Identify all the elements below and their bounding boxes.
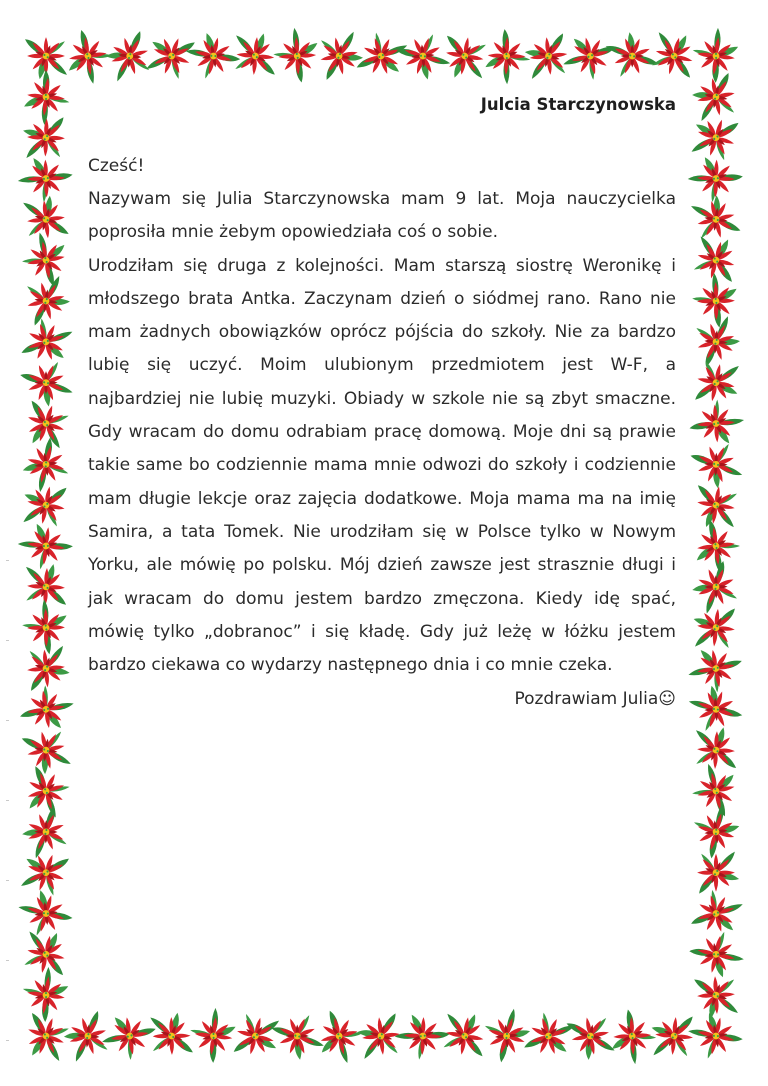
poinsettia-flower-icon — [566, 1013, 615, 1062]
poinsettia-flower-icon — [186, 1005, 245, 1064]
poinsettia-flower-icon — [685, 638, 743, 696]
poinsettia-flower-icon — [143, 28, 197, 82]
poinsettia-flower-icon — [309, 1009, 367, 1067]
poinsettia-flower-icon — [560, 26, 618, 84]
poinsettia-flower-icon — [522, 1009, 578, 1065]
poinsettia-flower-icon — [57, 28, 116, 87]
poinsettia-flower-icon — [233, 31, 279, 77]
poinsettia-flower-icon — [150, 1013, 193, 1056]
poinsettia-flower-icon — [17, 845, 71, 899]
poinsettia-flower-icon — [18, 229, 76, 287]
poinsettia-flower-icon — [99, 1005, 158, 1064]
poinsettia-flower-icon — [19, 357, 74, 412]
poinsettia-flower-icon — [18, 596, 77, 655]
poinsettia-flower-icon — [690, 192, 741, 243]
poinsettia-flower-icon — [18, 964, 77, 1023]
poinsettia-flower-icon — [694, 975, 738, 1019]
poinsettia-flower-icon — [691, 232, 742, 283]
poinsettia-flower-icon — [102, 31, 154, 83]
poinsettia-flower-icon — [649, 28, 700, 79]
poinsettia-flower-icon — [689, 802, 746, 859]
signature: Pozdrawiam Julia☺ — [514, 689, 676, 710]
poinsettia-flower-icon — [355, 29, 411, 85]
poinsettia-flower-icon — [16, 883, 73, 940]
poinsettia-flower-icon — [685, 518, 744, 577]
poinsettia-flower-icon — [396, 30, 452, 86]
poinsettia-flower-icon — [15, 437, 72, 494]
poinsettia-flower-icon — [523, 33, 569, 79]
poinsettia-flower-icon — [480, 1007, 536, 1063]
poinsettia-flower-icon — [692, 483, 740, 531]
poinsettia-flower-icon — [18, 681, 77, 740]
poinsettia-flower-icon — [694, 726, 738, 770]
letter-text — [88, 183, 676, 682]
poinsettia-flower-icon — [688, 395, 747, 454]
paragraph-1: Nazywam się Julia Starczynowska mam 9 lat. Moja nauczycielka poprosiła mnie żebym opowiedziała coś o sobie. — [88, 189, 676, 243]
author-name: Julcia Starczynowska — [480, 95, 676, 114]
poinsettia-flower-icon — [686, 1005, 744, 1063]
poinsettia-flower-icon — [15, 147, 74, 206]
poinsettia-flower-icon — [271, 1011, 326, 1066]
poinsettia-flower-icon — [687, 560, 742, 615]
poinsettia-flower-icon — [356, 1013, 402, 1059]
poinsettia-flower-icon — [687, 679, 743, 735]
poinsettia-flower-icon — [688, 111, 741, 164]
paragraph-2: Urodziłam się druga z kolejności. Mam starszą siostrę Weronikę i młodszego brata Antka. Zaczynam dzień o siódmej rano. Rano nie mam żadnych obowiązków oprócz pójścia do szkoły. Nie za bardzo lubię się uczyć. Moim ulubionym przedmiotem jest W-F, a najbardziej nie lubię muzyki. Obiady w szkole nie są zbyt smaczne. Gdy wracam do domu odrabiam pracę domową. Moje dni są prawie takie same bo codziennie mama mnie odwozi do szkoły i codziennie mam długie lekcje oraz zajęcia dodatkowe. Moja mama ma na imię Samira, a tata Tomek. Nie urodziłam się w Polsce tylko w Nowym Yorku, ale mówię po polsku. Mój dzień zawsze jest strasznie długi i jak wracam do domu jestem bardzo zmęczona. Kiedy idę spać, mówię tylko „dobranoc” i się kładę. Gdy już leżę w łóżku jestem bardzo ciekawa co wydarzy następnego dnia i co mnie czeka. — [88, 255, 676, 676]
poinsettia-flower-icon — [19, 480, 68, 529]
poinsettia-flower-icon — [688, 927, 746, 985]
poinsettia-flower-icon — [689, 73, 738, 122]
poinsettia-flower-icon — [475, 28, 534, 87]
poinsettia-flower-icon — [688, 760, 746, 818]
poinsettia-flower-icon — [697, 852, 739, 894]
poinsettia-flower-icon — [15, 69, 74, 128]
poinsettia-flower-icon — [689, 886, 746, 943]
poinsettia-flower-icon — [688, 25, 747, 84]
poinsettia-flower-icon — [604, 27, 659, 82]
poinsettia-flower-icon — [17, 805, 71, 859]
poinsettia-flower-icon — [20, 315, 76, 371]
poinsettia-flower-icon — [23, 194, 69, 240]
poinsettia-flower-icon — [15, 515, 74, 574]
poinsettia-flower-icon — [183, 25, 241, 83]
poinsettia-flower-icon — [392, 1005, 451, 1064]
letter-body — [88, 92, 676, 716]
poinsettia-flower-icon — [691, 604, 737, 650]
greeting: Cześć! — [88, 156, 145, 176]
poinsettia-flower-icon — [232, 1011, 283, 1062]
poinsettia-flower-icon — [601, 1008, 660, 1067]
poinsettia-flower-icon — [690, 439, 744, 493]
poinsettia-flower-icon — [19, 399, 72, 452]
poinsettia-flower-icon — [23, 275, 74, 326]
poinsettia-flower-icon — [693, 358, 743, 408]
poinsettia-flower-icon — [688, 270, 747, 329]
poinsettia-flower-icon — [22, 927, 72, 977]
poinsettia-flower-icon — [24, 563, 68, 607]
poinsettia-flower-icon — [21, 727, 71, 777]
poinsettia-flower-icon — [60, 1010, 112, 1062]
poinsettia-flower-icon — [440, 34, 489, 83]
poinsettia-flower-icon — [317, 31, 366, 80]
poinsettia-flower-icon — [269, 25, 328, 84]
poinsettia-flower-icon — [685, 147, 744, 206]
poinsettia-flower-icon — [649, 1013, 695, 1059]
